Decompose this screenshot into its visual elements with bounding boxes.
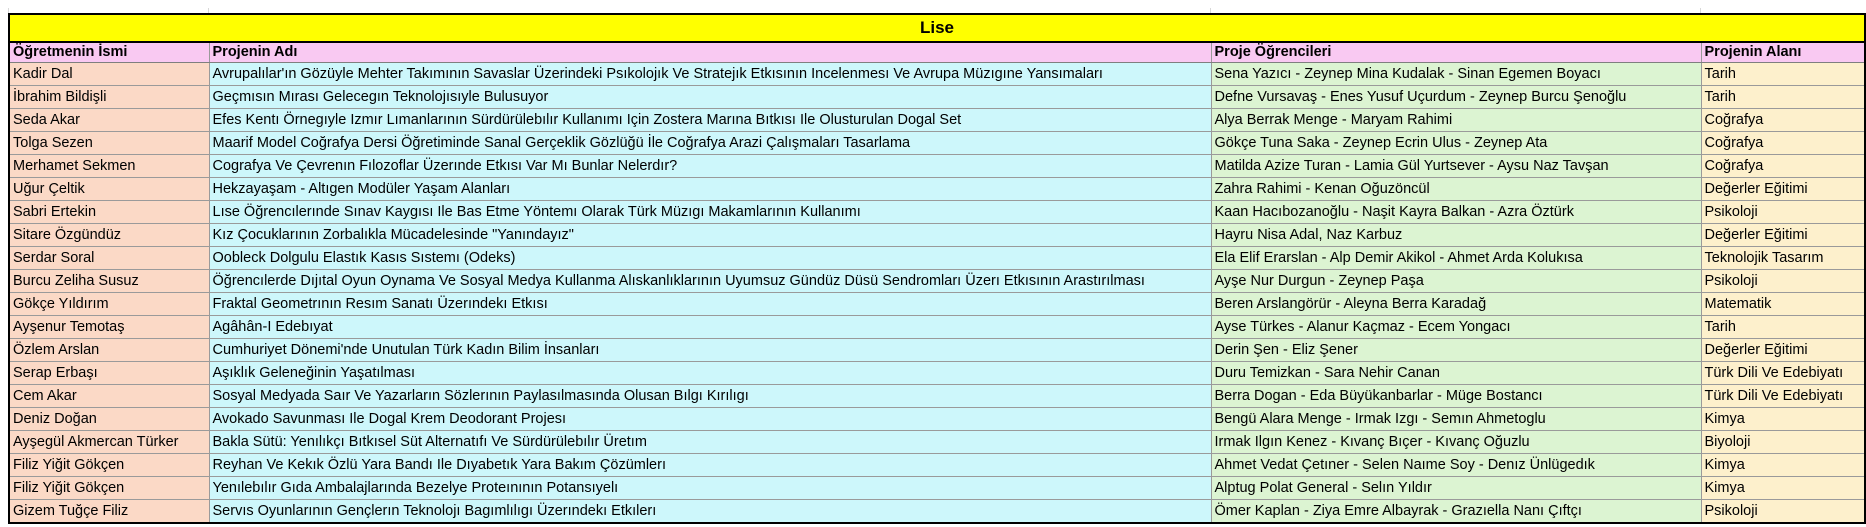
cell-teacher[interactable]: Merhamet Sekmen <box>9 155 209 178</box>
cell-teacher[interactable]: Kadir Dal <box>9 63 209 86</box>
table-row <box>9 224 1865 247</box>
table-row <box>9 316 1865 339</box>
cell-students[interactable]: Beren Arslangörür - Aleyna Berra Karadağ <box>1211 293 1701 316</box>
cell-students[interactable]: Ömer Kaplan - Ziya Emre Albayrak - Grazıella Nanı Çıftçı <box>1211 500 1701 524</box>
cell-students[interactable]: Zahra Rahimi - Kenan Oğuzöncül <box>1211 178 1701 201</box>
cell-project[interactable]: Oobleck Dolgulu Elastık Kasıs Sıstemı (Odeks) <box>209 247 1211 270</box>
cell-project[interactable]: Efes Kentı Örnegıyle Izmır Lımanlarının Sürdürülebılır Kullanımı Için Zostera Marına Bıtkısı Ile Olusturulan Dogal Set <box>209 109 1211 132</box>
cell-teacher[interactable]: Serap Erbaşı <box>9 362 209 385</box>
grid-top-strip <box>8 8 1864 13</box>
cell-students[interactable]: Defne Vursavaş - Enes Yusuf Uçurdum - Zeynep Burcu Şenoğlu <box>1211 86 1701 109</box>
cell-teacher[interactable]: Deniz Doğan <box>9 408 209 431</box>
cell-field[interactable]: Kimya <box>1701 408 1865 431</box>
grid-line <box>8 8 208 13</box>
cell-teacher[interactable]: Tolga Sezen <box>9 132 209 155</box>
cell-teacher[interactable]: Gökçe Yıldırım <box>9 293 209 316</box>
cell-field[interactable]: Tarih <box>1701 63 1865 86</box>
cell-teacher[interactable]: Filiz Yiğit Gökçen <box>9 477 209 500</box>
cell-teacher[interactable]: Sitare Özgündüz <box>9 224 209 247</box>
cell-teacher[interactable]: İbrahim Bildişli <box>9 86 209 109</box>
grid-line <box>1210 8 1700 13</box>
cell-project[interactable]: Cografya Ve Çevrenın Fılozoflar Üzerınde Etkısı Var Mı Bunlar Nelerdır? <box>209 155 1211 178</box>
cell-students[interactable]: Derin Şen - Eliz Şener <box>1211 339 1701 362</box>
cell-field[interactable]: Türk Dili Ve Edebiyatı <box>1701 385 1865 408</box>
cell-students[interactable]: Ela Elif Erarslan - Alp Demir Akikol - Ahmet Arda Kolukısa <box>1211 247 1701 270</box>
header-row <box>9 42 1865 63</box>
cell-field[interactable]: Matematik <box>1701 293 1865 316</box>
table-row <box>9 247 1865 270</box>
header-project[interactable]: Projenin Adı <box>209 42 1211 63</box>
cell-project[interactable]: Bakla Sütü: Yenılıkçı Bıtkısel Süt Alternatıfı Ve Sürdürülebılır Üretım <box>209 431 1211 454</box>
table-row <box>9 362 1865 385</box>
table-title[interactable]: Lise <box>9 14 1865 42</box>
cell-project[interactable]: Lıse Öğrencılerınde Sınav Kaygısı Ile Bas Etme Yöntemı Olarak Türk Müzıgı Makamlarının Kullanımı <box>209 201 1211 224</box>
cell-students[interactable]: Duru Temizkan - Sara Nehir Canan <box>1211 362 1701 385</box>
cell-field[interactable]: Psikoloji <box>1701 500 1865 524</box>
cell-students[interactable]: Berra Dogan - Eda Büyükanbarlar - Müge Bostancı <box>1211 385 1701 408</box>
table-row <box>9 408 1865 431</box>
cell-teacher[interactable]: Ayşenur Temotaş <box>9 316 209 339</box>
cell-teacher[interactable]: Filiz Yiğit Gökçen <box>9 454 209 477</box>
cell-field[interactable]: Kimya <box>1701 454 1865 477</box>
title-row <box>9 14 1865 42</box>
cell-project[interactable]: Kız Çocuklarının Zorbalıkla Mücadelesinde "Yanındayız" <box>209 224 1211 247</box>
table-row <box>9 293 1865 316</box>
cell-project[interactable]: Servıs Oyunlarının Gençlerın Teknolojı Bagımlılıgı Üzerındekı Etkılerı <box>209 500 1211 524</box>
cell-field[interactable]: Tarih <box>1701 86 1865 109</box>
cell-field[interactable]: Türk Dili Ve Edebiyatı <box>1701 362 1865 385</box>
cell-field[interactable]: Değerler Eğitimi <box>1701 339 1865 362</box>
cell-students[interactable]: Sena Yazıcı - Zeynep Mina Kudalak - Sinan Egemen Boyacı <box>1211 63 1701 86</box>
cell-project[interactable]: Yenılebılır Gıda Ambalajlarında Bezelye Proteınının Potansıyelı <box>209 477 1211 500</box>
cell-students[interactable]: Hayru Nisa Adal, Naz Karbuz <box>1211 224 1701 247</box>
cell-teacher[interactable]: Ayşegül Akmercan Türker <box>9 431 209 454</box>
table-row <box>9 155 1865 178</box>
cell-field[interactable]: Kimya <box>1701 477 1865 500</box>
cell-project[interactable]: Agâhân-I Edebıyat <box>209 316 1211 339</box>
cell-project[interactable]: Sosyal Medyada Saır Ve Yazarların Sözlerının Paylasılmasında Olusan Bılgı Kırılıgı <box>209 385 1211 408</box>
grid-line <box>208 8 1210 13</box>
cell-project[interactable]: Geçmısın Mırası Gelecegın Teknolojısıyle Bulusuyor <box>209 86 1211 109</box>
cell-field[interactable]: Biyoloji <box>1701 431 1865 454</box>
cell-project[interactable]: Hekzayaşam - Altıgen Modüler Yaşam Alanları <box>209 178 1211 201</box>
table-row <box>9 339 1865 362</box>
header-teacher[interactable]: Öğretmenin İsmi <box>9 42 209 63</box>
table-row <box>9 431 1865 454</box>
projects-table <box>8 13 1866 524</box>
cell-teacher[interactable]: Özlem Arslan <box>9 339 209 362</box>
table-row <box>9 477 1865 500</box>
cell-field[interactable]: Değerler Eğitimi <box>1701 178 1865 201</box>
cell-teacher[interactable]: Uğur Çeltik <box>9 178 209 201</box>
cell-field[interactable]: Coğrafya <box>1701 109 1865 132</box>
table-row <box>9 63 1865 86</box>
spreadsheet <box>8 8 1864 524</box>
cell-field[interactable]: Teknolojik Tasarım <box>1701 247 1865 270</box>
cell-students[interactable]: Gökçe Tuna Saka - Zeynep Ecrin Ulus - Zeynep Ata <box>1211 132 1701 155</box>
cell-teacher[interactable]: Sabri Ertekin <box>9 201 209 224</box>
cell-students[interactable]: Kaan Hacıbozanoğlu - Naşit Kayra Balkan - Azra Öztürk <box>1211 201 1701 224</box>
table-row <box>9 132 1865 155</box>
table-row <box>9 270 1865 293</box>
header-students[interactable]: Proje Öğrencileri <box>1211 42 1701 63</box>
cell-field[interactable]: Psikoloji <box>1701 270 1865 293</box>
cell-teacher[interactable]: Cem Akar <box>9 385 209 408</box>
cell-project[interactable]: Avrupalılar'ın Gözüyle Mehter Takımının Savaslar Üzerindeki Psıkolojık Ve Stratejık Etkısının Incelenmesı Ve Avrupa Müzıgıne Yansımaları <box>209 63 1211 86</box>
cell-project[interactable]: Öğrencılerde Dıjıtal Oyun Oynama Ve Sosyal Medya Kullanma Alıskanlıklarının Uyumsuz Gündüz Düsü Sendromları Üzerı Etkısının Arastırılması <box>209 270 1211 293</box>
cell-project[interactable]: Avokado Savunması Ile Dogal Krem Deodorant Projesı <box>209 408 1211 431</box>
cell-teacher[interactable]: Serdar Soral <box>9 247 209 270</box>
table-row <box>9 86 1865 109</box>
cell-project[interactable]: Maarif Model Coğrafya Dersi Öğretiminde Sanal Gerçeklik Gözlüğü İle Coğrafya Arazi Çalışmaları Tasarlama <box>209 132 1211 155</box>
header-field[interactable]: Projenin Alanı <box>1701 42 1865 63</box>
cell-project[interactable]: Reyhan Ve Kekık Özlü Yara Bandı Ile Dıyabetık Yara Bakım Çözümlerı <box>209 454 1211 477</box>
cell-students[interactable]: Ayşe Nur Durgun - Zeynep Paşa <box>1211 270 1701 293</box>
cell-students[interactable]: Alya Berrak Menge - Maryam Rahimi <box>1211 109 1701 132</box>
cell-field[interactable]: Coğrafya <box>1701 132 1865 155</box>
cell-field[interactable]: Değerler Eğitimi <box>1701 224 1865 247</box>
cell-field[interactable]: Psikoloji <box>1701 201 1865 224</box>
table-body <box>9 63 1865 524</box>
cell-students[interactable]: Bengü Alara Menge - Irmak Izgı - Semın Ahmetoglu <box>1211 408 1701 431</box>
cell-students[interactable]: Ayse Türkes - Alanur Kaçmaz - Ecem Yongacı <box>1211 316 1701 339</box>
cell-teacher[interactable]: Burcu Zeliha Susuz <box>9 270 209 293</box>
cell-students[interactable]: Ahmet Vedat Çetıner - Selen Naıme Soy - Denız Ünlügedık <box>1211 454 1701 477</box>
cell-teacher[interactable]: Seda Akar <box>9 109 209 132</box>
cell-students[interactable]: Alptug Polat General - Selın Yıldır <box>1211 477 1701 500</box>
cell-teacher[interactable]: Gizem Tuğçe Filiz <box>9 500 209 524</box>
grid-line <box>1700 8 1864 13</box>
cell-project[interactable]: Fraktal Geometrının Resım Sanatı Üzerındekı Etkısı <box>209 293 1211 316</box>
cell-project[interactable]: Cumhuriyet Dönemi'nde Unutulan Türk Kadın Bilim İnsanları <box>209 339 1211 362</box>
table-row <box>9 201 1865 224</box>
cell-students[interactable]: Matilda Azize Turan - Lamia Gül Yurtsever - Aysu Naz Tavşan <box>1211 155 1701 178</box>
table-row <box>9 454 1865 477</box>
cell-students[interactable]: Irmak Ilgın Kenez - Kıvanç Bıçer - Kıvanç Oğuzlu <box>1211 431 1701 454</box>
cell-field[interactable]: Coğrafya <box>1701 155 1865 178</box>
table-row <box>9 178 1865 201</box>
cell-project[interactable]: Aşıklık Geleneğinin Yaşatılması <box>209 362 1211 385</box>
table-row <box>9 109 1865 132</box>
table-row <box>9 385 1865 408</box>
cell-field[interactable]: Tarih <box>1701 316 1865 339</box>
table-row <box>9 500 1865 524</box>
